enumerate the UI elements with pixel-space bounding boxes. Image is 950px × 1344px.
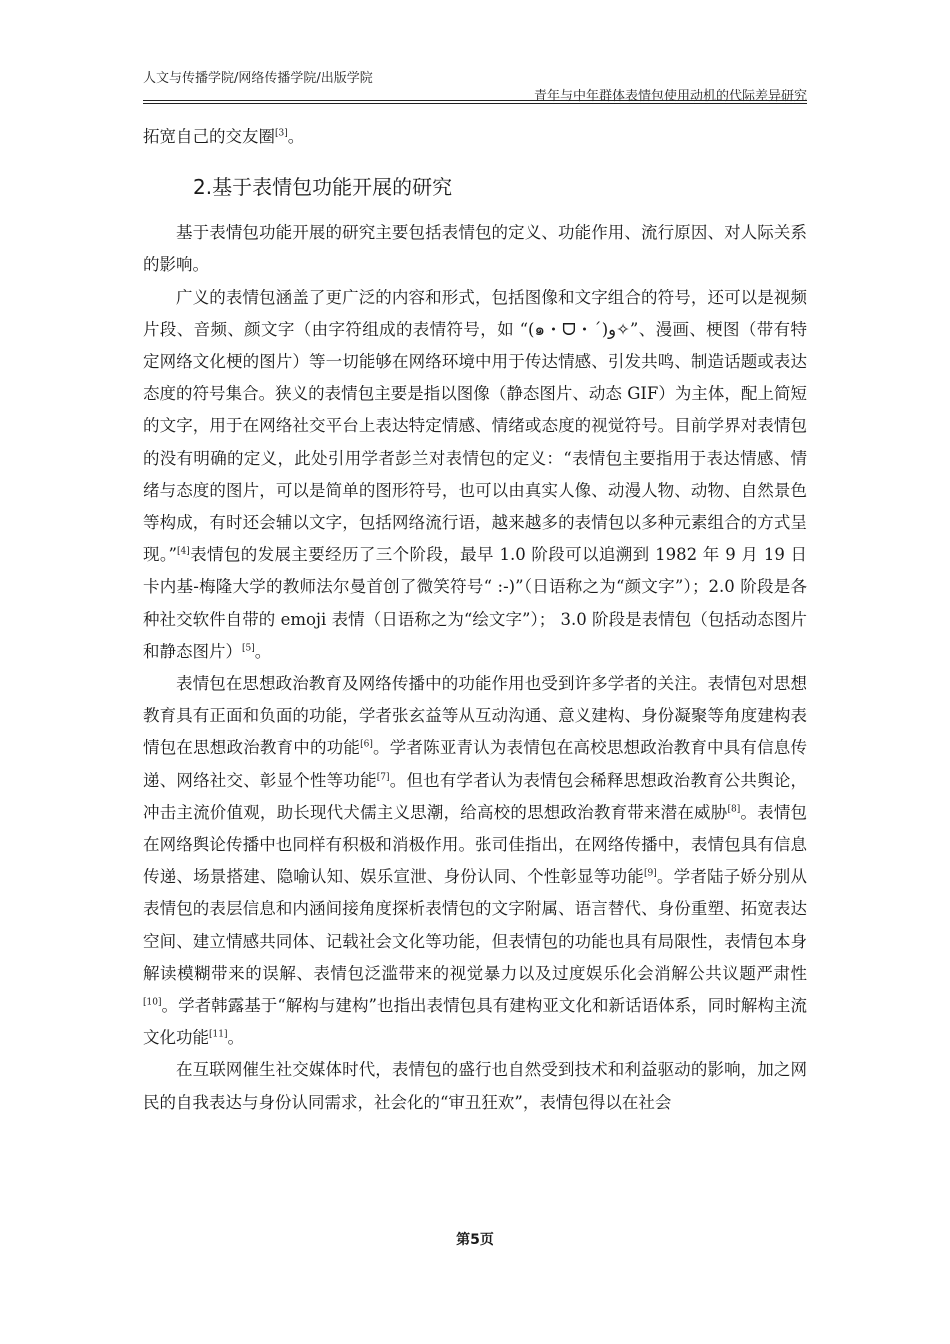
citation-11: [11] <box>209 1029 228 1040</box>
page-number: 第5页 <box>456 1232 494 1248</box>
paragraph-text: 。学者陆子娇分别从表情包的表层信息和内涵间接角度探析表情包的文字附属、语言替代、身份重塑、拓宽表达空间、建立情感共同体、记载社会文化等功能，但表情包的功能也具有局限性，表情包本身解读模糊带来的误解、表情包泛滥带来的视觉暴力以及过度娱乐化会消解公共议题严肃性 <box>143 867 808 983</box>
citation-4: [4] <box>176 546 190 557</box>
paragraph-intro: 基于表情包功能开展的研究主要包括表情包的定义、功能作用、流行原因、对人际关系的影响。 <box>143 223 807 275</box>
paragraph-popularity: 在互联网催生社交媒体时代，表情包的盛行也自然受到技术和利益驱动的影响，加之网民的自我表达与身份认同需求，社会化的“审丑狂欢”，表情包得以在社会 <box>143 1060 807 1112</box>
paragraph-continued <box>143 121 807 153</box>
paragraph-text: 表情包在思想政治教育及网络传播中的功能作用也受到许多学者的关注。表情包对思想教育具有正面和负面的功能，学者张玄益等从互动沟通、意义建构、身份凝聚等角度建构表情包在思想政治教育中的功能 <box>143 674 807 758</box>
paragraph-functions <box>143 668 807 1054</box>
citation-9: [9] <box>643 868 657 879</box>
section-heading: 2.基于表情包功能开展的研究 <box>193 175 453 200</box>
citation-7: [7] <box>376 771 390 782</box>
paragraph-tail: 。 <box>287 127 305 146</box>
paragraph-text: 广义的表情包涵盖了更广泛的内容和形式，包括图像和文字组合的符号，还可以是视频片段、音频、颜文字（由字符组成的表情符号，如 “(๑・ᗜ・ˊ)و✧”、漫画、梗图（带有特定网络文化梗的图片）等一切能够在网络环境中用于传达情感、引发共鸣、制造话题或表达态度的符号集合。狭义的表情包主要是指以图像（静态图片、动态 GIF）为主体，配上简短的文字，用于在网络社交平台上表达特定情感、情绪或态度的视觉符号。目前学界对表情包的没有明确的定义，此处引用学者彭兰对表情包的定义：“表情包主要指用于表达情感、情绪与态度的图片，可以是简单的图形符号，也可以由真实人像、动漫人物、动物、自然景色等构成，有时还会辅以文字，包括网络流行语，越来越多的表情包以多种元素组合的方式呈现。” <box>143 287 807 565</box>
citation-8: [8] <box>727 804 741 815</box>
paragraph-text: 拓宽自己的交友圈 <box>143 127 275 146</box>
citation-3: [3] <box>275 128 288 139</box>
paragraph-text: 。表情包在网络舆论传播中也同样有积极和消极作用。张司佳指出，在网络传播中，表情包具有信息传递、场景搭建、隐喻认知、娱乐宣泄、身份认同、个性彰显等功能 <box>143 802 808 887</box>
paragraph-text: 。 <box>254 641 272 661</box>
header-title: 青年与中年群体表情包使用动机的代际差异研究 <box>533 89 807 104</box>
page-body <box>143 121 807 1119</box>
citation-10: [10] <box>143 997 162 1008</box>
paragraph-text: 。学者韩露基于“解构与建构”也指出表情包具有建构亚文化和新话语体系，同时解构主流文化功能 <box>143 996 807 1048</box>
paragraph-text: 表情包的发展主要经历了三个阶段，最早 1.0 阶段可以追溯到 1982 年 9 月 19 日卡内基-梅隆大学的教师法尔曼首创了微笑符号“ :-)”（日语称之为“颜文字”）；2.0 阶段是各种社交软件自带的 emoji 表情（日语称之为“绘文字”）； 3.0 阶段是表情包（包括动态图片和静态图片） <box>143 545 808 661</box>
paragraph-text: 。学者陈亚青认为表情包在高校思想政治教育中具有信息传递、网络社交、彰显个性等功能 <box>143 738 808 790</box>
header-institution: 人文与传播学院/网络传播学院/出版学院 <box>143 71 373 86</box>
header-rule <box>143 100 807 101</box>
citation-6: [6] <box>360 739 373 750</box>
paragraph-text: 。但也有学者认为表情包会稀释思想政治教育公共舆论，冲击主流价值观，助长现代犬儒主义思潮，给高校的思想政治教育带来潜在威胁 <box>143 770 808 822</box>
paragraph-text: 。 <box>227 1028 244 1048</box>
paragraph-definition <box>143 282 807 668</box>
header-rule-secondary <box>143 103 807 104</box>
citation-5: [5] <box>242 643 255 654</box>
